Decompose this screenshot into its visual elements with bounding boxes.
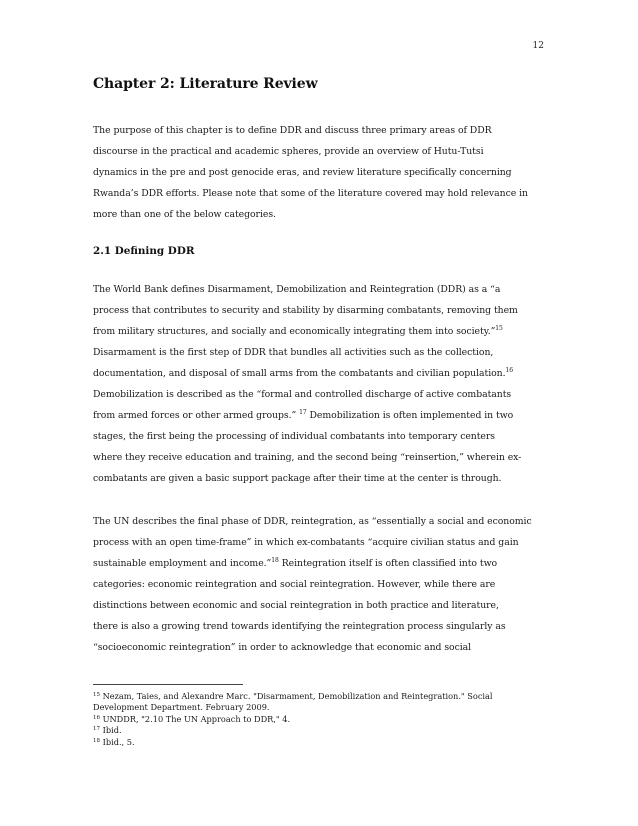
text-line: more than one of the below categories. — [93, 209, 276, 220]
footnote-line — [93, 725, 547, 736]
text-line: The UN describes the final phase of DDR, reintegration, as “essentially a social and economic — [93, 516, 532, 527]
intro-paragraph — [93, 120, 547, 225]
text-segment: from armed forces or other armed groups.” — [93, 410, 300, 421]
footnote-number: 15 — [93, 692, 100, 698]
reintegration-paragraph — [93, 511, 547, 658]
footnote-text: Nezam, Taies, and Alexandre Marc. "Disarmament, Demobilization and Reintegration." Social — [100, 691, 493, 701]
footnote-ref: 18 — [271, 557, 279, 564]
footnote-number: 16 — [93, 714, 100, 721]
text-line: dynamics in the pre and post genocide eras, and review literature specifically concerning — [93, 167, 512, 178]
page-number: 12 — [532, 41, 544, 51]
footnote-line — [93, 737, 547, 748]
footnote-text: Ibid. — [100, 725, 122, 736]
chapter-title: Chapter 2: Literature Review — [93, 76, 318, 92]
text-line: categories: economic reintegration and social reintegration. However, while there are — [93, 579, 496, 590]
text-line: process with an open time-frame” in which ex-combatants “acquire civilian status and gain — [93, 537, 519, 548]
text-line: Rwanda’s DDR efforts. Please note that some of the literature covered may hold relevance in — [93, 188, 528, 199]
text-segment: Demobilization is often implemented in two — [306, 410, 514, 421]
footnote-15 — [93, 691, 547, 714]
text-line: “socioeconomic reintegration” in order to acknowledge that economic and social — [93, 642, 472, 653]
text-line: discourse in the practical and academic spheres, provide an overview of Hutu-Tutsi — [93, 146, 484, 157]
footnote-text: Ibid., 5. — [100, 736, 135, 747]
footnote-number: 17 — [93, 726, 100, 733]
footnotes — [93, 684, 547, 748]
footnote-18 — [93, 737, 547, 748]
footnote-ref: 16 — [505, 367, 514, 374]
text-line: distinctions between economic and social reintegration in both practice and literature, — [93, 600, 499, 611]
text-line — [93, 363, 547, 384]
footnote-16 — [93, 714, 547, 725]
text-line: combatants are given a basic support package after their time at the center is through. — [93, 473, 502, 484]
text-line: there is also a growing trend towards identifying the reintegration process singularly as — [93, 621, 506, 632]
text-line: stages, the first being the processing of individual combatants into temporary centers — [93, 431, 495, 442]
footnote-ref: 17 — [299, 409, 307, 416]
text-line: process that contributes to security and stability by disarming combatants, removing them — [93, 305, 518, 316]
text-line: where they receive education and training, and the second being “reinsertion,” wherein ex- — [93, 452, 522, 463]
text-line — [93, 553, 547, 574]
text-segment: sustainable employment and income.” — [93, 558, 272, 569]
footnote-number: 18 — [93, 737, 100, 744]
text-segment: documentation, and disposal of small arms from the combatants and civilian population. — [93, 368, 506, 379]
main-content — [93, 76, 547, 658]
text-line: Disarmament is the first step of DDR that bundles all activities such as the collection, — [93, 347, 494, 358]
text-line: The purpose of this chapter is to define DDR and discuss three primary areas of DDR — [93, 125, 492, 136]
footnote-divider — [93, 684, 243, 685]
text-segment: from military structures, and socially and economically integrating them into society.” — [93, 326, 496, 337]
footnote-line: Development Department. February 2009. — [93, 702, 270, 713]
footnote-line — [93, 714, 547, 725]
footnote-ref: 15 — [495, 325, 503, 332]
definition-paragraph — [93, 279, 547, 489]
footnote-text: UNDDR, "2.10 The UN Approach to DDR," 4. — [100, 713, 291, 724]
text-line: Demobilization is described as the “formal and controlled discharge of active combatants — [93, 389, 512, 400]
text-segment: Reintegration itself is often classified into two — [278, 558, 498, 569]
footnote-17 — [93, 725, 547, 736]
text-line — [93, 405, 547, 426]
text-line: The World Bank defines Disarmament, Demobilization and Reintegration (DDR) as a “a — [93, 284, 501, 295]
section-title: 2.1 Defining DDR — [93, 245, 195, 257]
footnote-line — [93, 691, 547, 702]
text-line — [93, 321, 547, 342]
